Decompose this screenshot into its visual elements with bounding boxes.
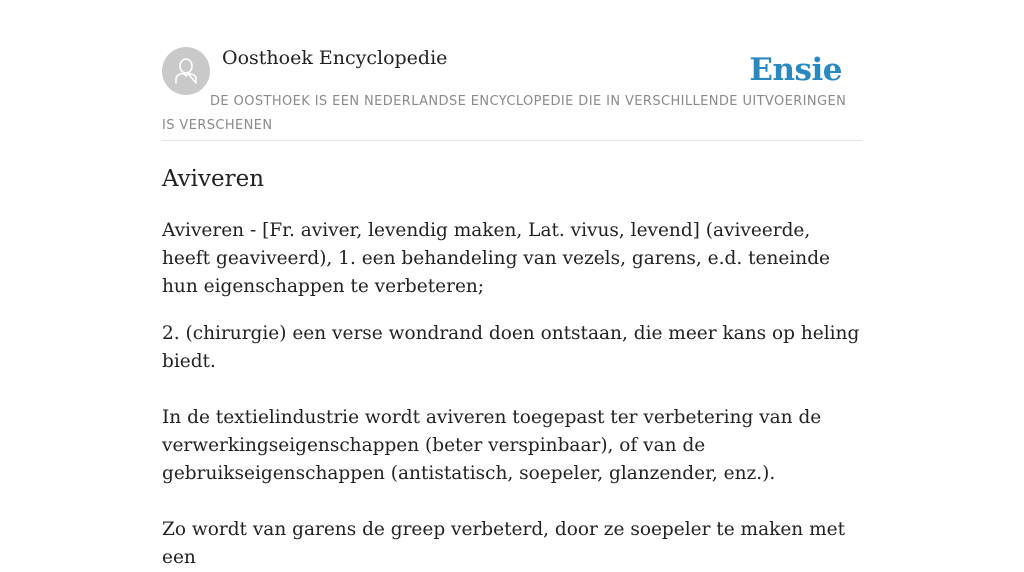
source-name[interactable]: Oosthoek Encyclopedie xyxy=(222,47,448,69)
article-paragraph: Aviveren - [Fr. aviver, levendig maken, Lat. vivus, levend] (aviveerde, heeft geaviveerd), 1. een behandeling van vezels, garens, e.d. teneinde hun eigenschappen te verbeteren; xyxy=(162,220,830,297)
article-title: Aviveren xyxy=(162,166,265,192)
source-avatar[interactable] xyxy=(162,47,210,95)
source-description: DE OOSTHOEK IS EEN NEDERLANDSE ENCYCLOPEDIE DIE IN VERSCHILLENDE UITVOERINGEN IS VERSCHENEN xyxy=(162,94,847,133)
ensie-logo[interactable]: Ensie xyxy=(749,52,842,88)
article xyxy=(162,160,862,572)
article-paragraph: 2. (chirurgie) een verse wondrand doen ontstaan, die meer kans op heling biedt. xyxy=(162,323,860,372)
article-paragraph: Zo wordt van garens de greep verbeterd, door ze soepeler te maken met een xyxy=(162,519,846,568)
source-header xyxy=(162,46,862,141)
article-paragraph: In de textielindustrie wordt aviveren toegepast ter verbetering van de verwerkingseigenschappen (beter verspinbaar), of van de gebruikseigenschappen (antistatisch, soepeler, glanzender, enz.). xyxy=(162,407,822,484)
user-icon xyxy=(162,47,210,95)
